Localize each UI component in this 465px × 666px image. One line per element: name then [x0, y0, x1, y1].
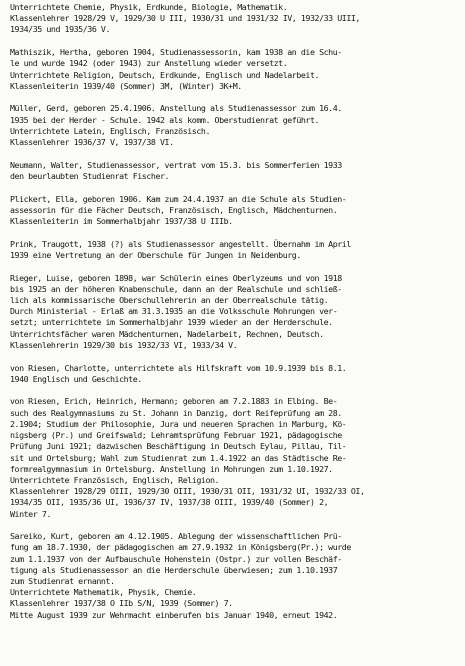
text-line: le und wurde 1942 (oder 1943) zur Anstellung wieder versetzt.: [10, 58, 288, 69]
text-line: such des Realgymnasiums zu St. Johann in Danzig, dort Reifeprüfung am 28.: [10, 407, 342, 418]
text-line: Unterrichtsfächer waren Mädchenturnen, Nadelarbeit, Rechnen, Deutsch.: [10, 328, 324, 339]
biography-entry: [10, 2, 457, 36]
text-line: assessorin für die Fächer Deutsch, Französisch, Englisch, Mädchenturnen.: [10, 204, 338, 215]
text-line: Müller, Gerd, geboren 25.4.1906. Anstellung als Studienassessor zum 16.4.: [10, 103, 342, 114]
text-line: 2.1904; Studium der Philosophie, Jura und neueren Sprachen in Marburg, Kö-: [10, 418, 347, 429]
text-line: von Riesen, Charlotte, unterrichtete als Hilfskraft vom 10.9.1939 bis 8.1.: [10, 362, 347, 373]
text-line: Klassenlehrer 1928/29 V, 1929/30 U III, 1930/31 und 1931/32 IV, 1932/33 UIII,: [10, 13, 360, 24]
text-line: bis 1925 an der höheren Knabenschule, dann an der Realschule und schließ-: [10, 283, 342, 294]
text-line: tigung als Studienassessor an die Herderschule überwiesen; zum 1.10.1937: [10, 564, 338, 575]
biography-entry: [10, 363, 457, 385]
text-line: lich als kommissarische Oberschullehrerin an der Oberrealschule tätig.: [10, 295, 329, 306]
text-line: Klassenleiterin im Sommerhalbjahr 1937/38 U IIIb.: [10, 216, 233, 227]
biography-entry: [10, 273, 457, 351]
text-line: 1934/35 OII, 1935/36 UI, 1936/37 IV, 1937/38 OIII, 1939/40 (Sommer) 2,: [10, 497, 329, 508]
biography-entry: [10, 160, 457, 182]
biography-entry: [10, 396, 457, 519]
text-line: zum Studienrat ernannt.: [10, 576, 115, 587]
biography-entry: [10, 194, 457, 228]
text-line: Prüfung Juni 1921; dazwischen Beschäftigung in Deutsch Eylau, Pillau, Til-: [10, 441, 347, 452]
biography-entry: [10, 239, 457, 261]
text-line: setzt; unterrichtete im Sommerhalbjahr 1939 wieder an der Herderschule.: [10, 317, 333, 328]
text-line: Klassenlehrer 1937/38 O IIb S/N, 1939 (Sommer) 7.: [10, 598, 233, 609]
text-line: Unterrichtete Religion, Deutsch, Erdkunde, Englisch und Nadelarbeit.: [10, 69, 320, 80]
text-line: sit und Ortelsburg; Wahl zum Studienrat zum 1.4.1922 an das Städtische Re-: [10, 452, 347, 463]
text-line: von Riesen, Erich, Heinrich, Hermann; geboren am 7.2.1883 in Elbing. Be-: [10, 396, 338, 407]
text-line: Unterrichtete Latein, Englisch, Französisch.: [10, 125, 210, 136]
text-line: nigsberg (Pr.) und Greifswald; Lehramtsprüfung Februar 1921, pädagogische: [10, 430, 342, 441]
text-line: fung am 18.7.1930, der pädagogischen am 27.9.1932 in Königsberg(Pr.); wurde: [10, 542, 351, 553]
biography-entry: [10, 103, 457, 148]
text-line: Unterrichtete Mathematik, Physik, Chemie.: [10, 587, 197, 598]
text-line: Mathiszik, Hertha, geboren 1904, Studienassessorin, kam 1938 an die Schu-: [10, 47, 342, 58]
text-line: formrealgymnasium in Ortelsburg. Anstellung in Mohrungen zum 1.10.1927.: [10, 463, 333, 474]
text-line: Unterrichtete Französisch, Englisch, Religion.: [10, 474, 220, 485]
text-line: Unterrichtete Chemie, Physik, Erdkunde, Biologie, Mathematik.: [10, 2, 288, 12]
text-line: Durch Ministerial - Erlaß am 31.3.1935 an die Volksschule Mohrungen ver-: [10, 306, 338, 317]
text-line: Klassenlehrer 1936/37 V, 1937/38 VI.: [10, 137, 174, 148]
text-line: 1934/35 und 1935/36 V.: [10, 24, 110, 35]
text-line: 1935 bei der Herder - Schule. 1942 als komm. Oberstudienrat geführt.: [10, 114, 320, 125]
text-line: zum 1.1.1937 von der Aufbauschule Hohenstein (Ostpr.) zur vollen Beschäf-: [10, 553, 342, 564]
text-line: 1939 eine Vertretung an der Oberschule für Jungen in Neidenburg.: [10, 249, 301, 260]
text-line: Klassenleiterin 1939/40 (Sommer) 3M, (Winter) 3K+M.: [10, 80, 242, 91]
text-line: Sareiko, Kurt, geboren am 4.12.1905. Ablegung der wissenschaftlichen Prü-: [10, 531, 342, 542]
text-line: Prink, Traugott, 1938 (?) als Studienassessor angestellt. Übernahm im April: [10, 238, 351, 249]
text-line: Plickert, Ella, geboren 1906. Kam zum 24.4.1937 an die Schule als Studien-: [10, 193, 347, 204]
text-line: Klassenlehrerin 1929/30 bis 1932/33 VI, 1933/34 V.: [10, 339, 238, 350]
text-line: Rieger, Luise, geboren 1898, war Schülerin eines Oberlyzeums und von 1918: [10, 272, 342, 283]
biography-entry: [10, 47, 457, 92]
text-line: Mitte August 1939 zur Wehrmacht einberufen bis Januar 1940, erneut 1942.: [10, 609, 338, 620]
biography-entry: [10, 531, 457, 621]
text-line: Neumann, Walter, Studienassessor, vertrat vom 15.3. bis Sommerferien 1933: [10, 159, 342, 170]
text-line: Winter 7.: [10, 508, 51, 519]
text-line: den beurlaubten Studienrat Fischer.: [10, 170, 170, 181]
text-line: 1940 Englisch und Geschichte.: [10, 373, 142, 384]
text-line: Klassenlehrer 1928/29 OIII, 1929/30 OIII, 1930/31 OII, 1931/32 UI, 1932/33 OI,: [10, 486, 365, 497]
